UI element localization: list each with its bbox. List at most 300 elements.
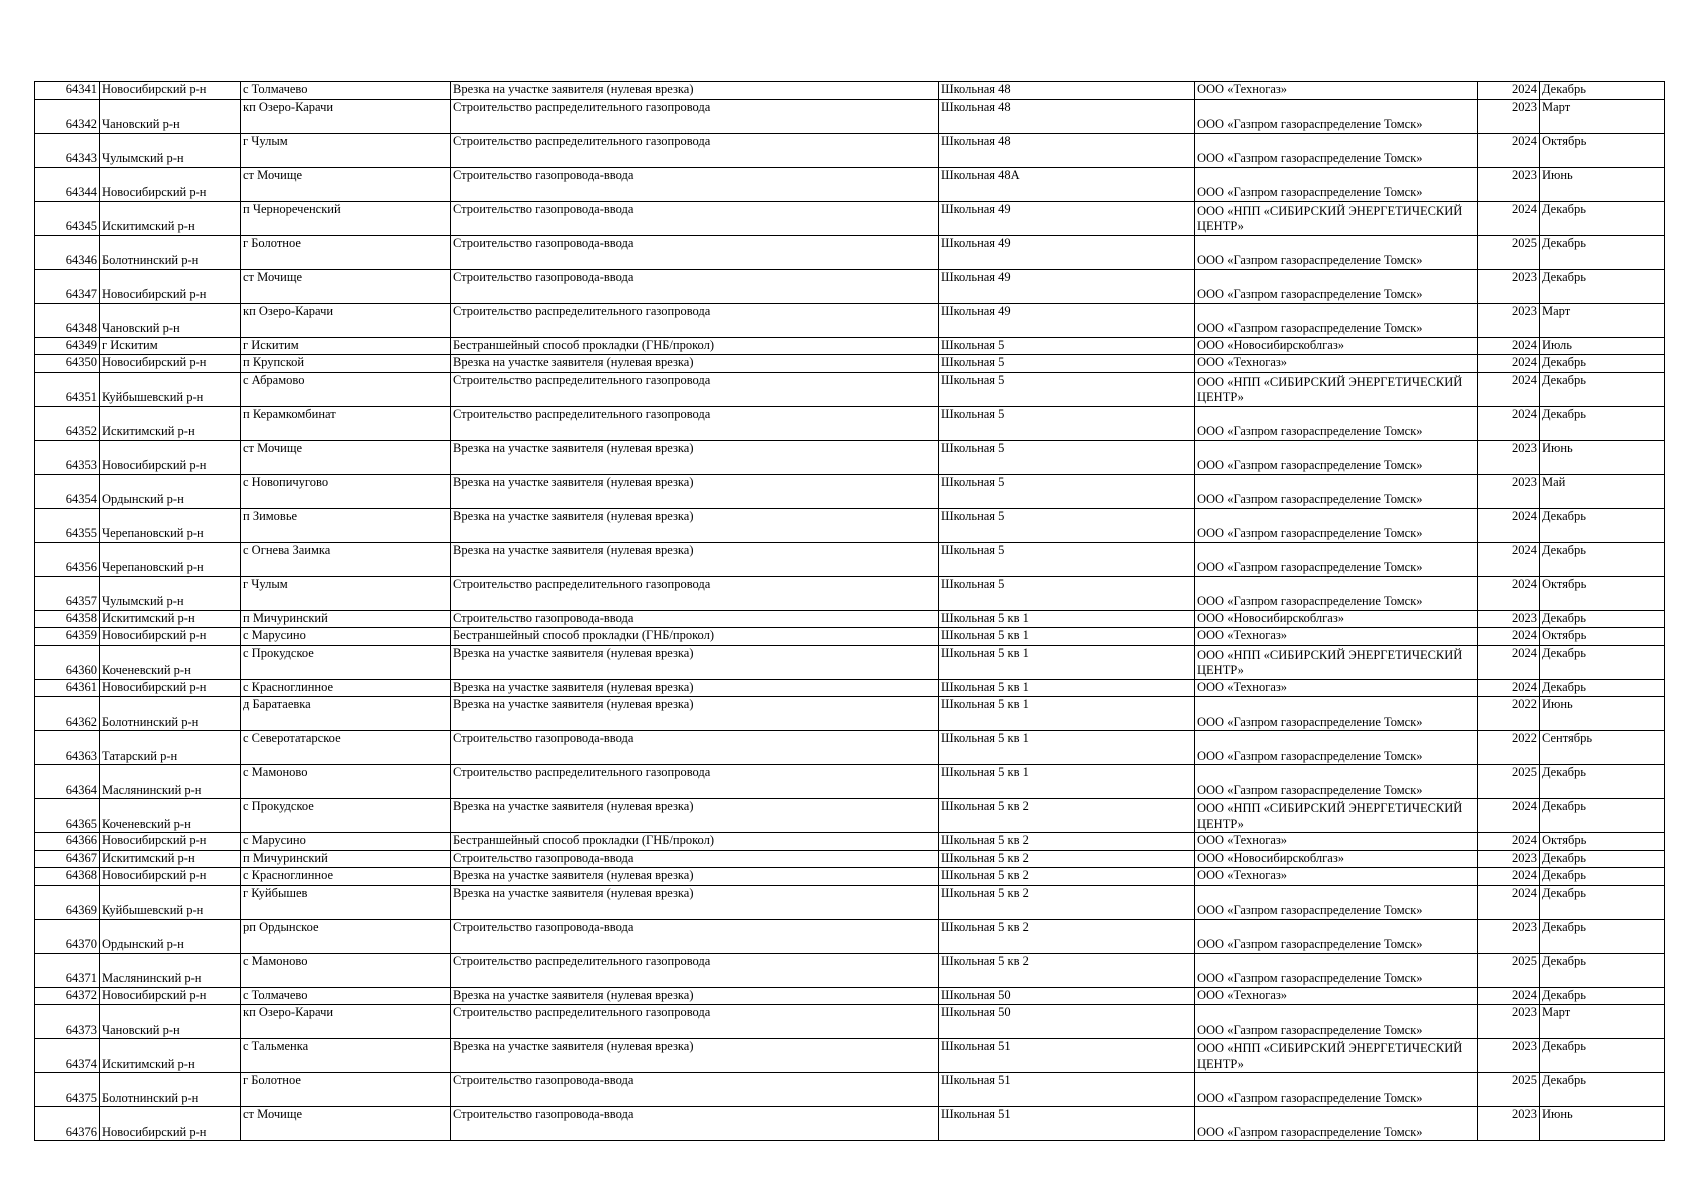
month-cell: Декабрь [1540,953,1665,987]
year-cell: 2023 [1478,919,1540,953]
address-cell: Школьная 49 [939,235,1195,269]
district-cell: Искитимский р-н [100,610,241,628]
locality-cell: г Искитим [241,337,451,355]
organization-cell: ООО «Газпром газораспределение Томск» [1195,885,1478,919]
table-row [35,987,1665,1005]
organization-cell: ООО «Новосибирскоблгаз» [1195,610,1478,628]
work-type-cell: Врезка на участке заявителя (нулевая врезка) [451,440,939,474]
organization-cell: ООО «НПП «СИБИРСКИЙ ЭНЕРГЕТИЧЕСКИЙ ЦЕНТР» [1195,372,1478,406]
address-cell: Школьная 5 кв 2 [939,919,1195,953]
year-cell: 2024 [1478,406,1540,440]
locality-cell: д Баратаевка [241,697,451,731]
work-type-cell: Строительство газопровода-ввода [451,235,939,269]
district-cell: Маслянинский р-н [100,765,241,799]
table-row [35,337,1665,355]
work-type-cell: Строительство газопровода-ввода [451,269,939,303]
work-type-cell: Врезка на участке заявителя (нулевая врезка) [451,697,939,731]
row-number-cell: 64376 [35,1107,100,1141]
district-cell: Черепановский р-н [100,542,241,576]
row-number-cell: 64356 [35,542,100,576]
locality-cell: п Чернореченский [241,201,451,235]
month-cell: Май [1540,474,1665,508]
district-cell: Чулымский р-н [100,576,241,610]
month-cell: Декабрь [1540,1073,1665,1107]
organization-cell: ООО «Техногаз» [1195,628,1478,646]
work-type-cell: Строительство распределительного газопровода [451,133,939,167]
year-cell: 2024 [1478,337,1540,355]
row-number-cell: 64349 [35,337,100,355]
district-cell: Новосибирский р-н [100,167,241,201]
row-number-cell: 64358 [35,610,100,628]
year-cell: 2023 [1478,303,1540,337]
address-cell: Школьная 5 кв 1 [939,697,1195,731]
month-cell: Июнь [1540,697,1665,731]
work-type-cell: Строительство распределительного газопровода [451,576,939,610]
work-type-cell: Врезка на участке заявителя (нулевая врезка) [451,987,939,1005]
table-row [35,1005,1665,1039]
organization-cell: ООО «Газпром газораспределение Томск» [1195,406,1478,440]
organization-cell: ООО «Газпром газораспределение Томск» [1195,919,1478,953]
row-number-cell: 64363 [35,731,100,765]
year-cell: 2023 [1478,99,1540,133]
month-cell: Декабрь [1540,679,1665,697]
row-number-cell: 64366 [35,833,100,851]
year-cell: 2024 [1478,833,1540,851]
address-cell: Школьная 5 [939,355,1195,373]
month-cell: Декабрь [1540,508,1665,542]
row-number-cell: 64352 [35,406,100,440]
month-cell: Декабрь [1540,610,1665,628]
address-cell: Школьная 50 [939,1005,1195,1039]
address-cell: Школьная 51 [939,1073,1195,1107]
work-type-cell: Строительство газопровода-ввода [451,850,939,868]
address-cell: Школьная 5 кв 2 [939,953,1195,987]
month-cell: Декабрь [1540,355,1665,373]
month-cell: Март [1540,1005,1665,1039]
address-cell: Школьная 5 [939,372,1195,406]
row-number-cell: 64355 [35,508,100,542]
month-cell: Декабрь [1540,235,1665,269]
organization-cell: ООО «Техногаз» [1195,987,1478,1005]
row-number-cell: 64367 [35,850,100,868]
organization-cell: ООО «Газпром газораспределение Томск» [1195,731,1478,765]
locality-cell: с Новопичугово [241,474,451,508]
address-cell: Школьная 48 [939,82,1195,100]
district-cell: Искитимский р-н [100,406,241,440]
year-cell: 2024 [1478,868,1540,886]
locality-cell: г Куйбышев [241,885,451,919]
year-cell: 2023 [1478,1107,1540,1141]
district-cell: Болотнинский р-н [100,235,241,269]
row-number-cell: 64370 [35,919,100,953]
year-cell: 2025 [1478,953,1540,987]
work-type-cell: Строительство распределительного газопровода [451,1005,939,1039]
district-cell: Болотнинский р-н [100,697,241,731]
year-cell: 2024 [1478,799,1540,833]
table-body [35,82,1665,1141]
district-cell: Ордынский р-н [100,474,241,508]
month-cell: Июнь [1540,1107,1665,1141]
month-cell: Июнь [1540,167,1665,201]
table-row [35,731,1665,765]
month-cell: Март [1540,99,1665,133]
table-row [35,628,1665,646]
work-type-cell: Бестраншейный способ прокладки (ГНБ/прокол) [451,337,939,355]
locality-cell: п Зимовье [241,508,451,542]
year-cell: 2024 [1478,82,1540,100]
district-cell: Новосибирский р-н [100,1107,241,1141]
address-cell: Школьная 5 [939,542,1195,576]
month-cell: Декабрь [1540,542,1665,576]
row-number-cell: 64369 [35,885,100,919]
row-number-cell: 64348 [35,303,100,337]
work-type-cell: Врезка на участке заявителя (нулевая врезка) [451,799,939,833]
year-cell: 2024 [1478,355,1540,373]
year-cell: 2024 [1478,201,1540,235]
table-row [35,82,1665,100]
year-cell: 2023 [1478,1005,1540,1039]
table-row [35,850,1665,868]
work-type-cell: Строительство газопровода-ввода [451,1073,939,1107]
locality-cell: с Красноглинное [241,868,451,886]
address-cell: Школьная 5 [939,576,1195,610]
address-cell: Школьная 51 [939,1107,1195,1141]
month-cell: Октябрь [1540,133,1665,167]
table-row [35,167,1665,201]
locality-cell: с Марусино [241,833,451,851]
locality-cell: г Болотное [241,1073,451,1107]
work-type-cell: Строительство распределительного газопровода [451,765,939,799]
table-row [35,440,1665,474]
organization-cell: ООО «Газпром газораспределение Томск» [1195,1107,1478,1141]
work-type-cell: Строительство газопровода-ввода [451,1107,939,1141]
work-type-cell: Врезка на участке заявителя (нулевая врезка) [451,82,939,100]
month-cell: Июнь [1540,440,1665,474]
locality-cell: ст Мочище [241,1107,451,1141]
locality-cell: п Керамкомбинат [241,406,451,440]
organization-cell: ООО «Газпром газораспределение Томск» [1195,697,1478,731]
table-row [35,799,1665,833]
district-cell: Чановский р-н [100,1005,241,1039]
district-cell: Коченевский р-н [100,645,241,679]
address-cell: Школьная 5 кв 1 [939,610,1195,628]
district-cell: Маслянинский р-н [100,953,241,987]
month-cell: Декабрь [1540,765,1665,799]
address-cell: Школьная 5 кв 1 [939,645,1195,679]
month-cell: Декабрь [1540,919,1665,953]
work-type-cell: Бестраншейный способ прокладки (ГНБ/прокол) [451,628,939,646]
row-number-cell: 64341 [35,82,100,100]
month-cell: Декабрь [1540,201,1665,235]
year-cell: 2024 [1478,372,1540,406]
district-cell: Чулымский р-н [100,133,241,167]
district-cell: Чановский р-н [100,99,241,133]
table-row [35,235,1665,269]
row-number-cell: 64372 [35,987,100,1005]
row-number-cell: 64353 [35,440,100,474]
row-number-cell: 64365 [35,799,100,833]
locality-cell: п Крупской [241,355,451,373]
district-cell: Новосибирский р-н [100,987,241,1005]
locality-cell: с Прокудское [241,645,451,679]
district-cell: Болотнинский р-н [100,1073,241,1107]
row-number-cell: 64375 [35,1073,100,1107]
district-cell: Новосибирский р-н [100,82,241,100]
organization-cell: ООО «Техногаз» [1195,679,1478,697]
organization-cell: ООО «Новосибирскоблгаз» [1195,337,1478,355]
organization-cell: ООО «НПП «СИБИРСКИЙ ЭНЕРГЕТИЧЕСКИЙ ЦЕНТР» [1195,799,1478,833]
table-row [35,508,1665,542]
organization-cell: ООО «Газпром газораспределение Томск» [1195,99,1478,133]
organization-cell: ООО «Газпром газораспределение Томск» [1195,508,1478,542]
district-cell: Новосибирский р-н [100,868,241,886]
month-cell: Декабрь [1540,799,1665,833]
district-cell: Новосибирский р-н [100,628,241,646]
year-cell: 2024 [1478,628,1540,646]
month-cell: Декабрь [1540,987,1665,1005]
address-cell: Школьная 5 кв 2 [939,868,1195,886]
organization-cell: ООО «Газпром газораспределение Томск» [1195,235,1478,269]
locality-cell: г Чулым [241,133,451,167]
year-cell: 2023 [1478,269,1540,303]
table-row [35,885,1665,919]
locality-cell: с Марусино [241,628,451,646]
month-cell: Октябрь [1540,833,1665,851]
month-cell: Декабрь [1540,645,1665,679]
work-type-cell: Строительство распределительного газопровода [451,303,939,337]
work-type-cell: Строительство газопровода-ввода [451,731,939,765]
district-cell: Черепановский р-н [100,508,241,542]
table-row [35,953,1665,987]
address-cell: Школьная 50 [939,987,1195,1005]
locality-cell: с Огнева Заимка [241,542,451,576]
table-row [35,474,1665,508]
table-row [35,99,1665,133]
row-number-cell: 64359 [35,628,100,646]
address-cell: Школьная 5 кв 2 [939,799,1195,833]
table-row [35,1039,1665,1073]
row-number-cell: 64360 [35,645,100,679]
month-cell: Декабрь [1540,850,1665,868]
year-cell: 2022 [1478,697,1540,731]
district-cell: Новосибирский р-н [100,833,241,851]
month-cell: Октябрь [1540,628,1665,646]
table-row [35,406,1665,440]
month-cell: Декабрь [1540,269,1665,303]
work-type-cell: Врезка на участке заявителя (нулевая врезка) [451,1039,939,1073]
address-cell: Школьная 51 [939,1039,1195,1073]
locality-cell: рп Ордынское [241,919,451,953]
address-cell: Школьная 5 кв 2 [939,833,1195,851]
year-cell: 2025 [1478,765,1540,799]
district-cell: Новосибирский р-н [100,679,241,697]
work-type-cell: Строительство газопровода-ввода [451,167,939,201]
year-cell: 2023 [1478,610,1540,628]
address-cell: Школьная 48А [939,167,1195,201]
work-type-cell: Строительство распределительного газопровода [451,372,939,406]
row-number-cell: 64362 [35,697,100,731]
organization-cell: ООО «Газпром газораспределение Томск» [1195,576,1478,610]
organization-cell: ООО «Техногаз» [1195,868,1478,886]
work-type-cell: Врезка на участке заявителя (нулевая врезка) [451,355,939,373]
locality-cell: кп Озеро-Карачи [241,1005,451,1039]
organization-cell: ООО «Техногаз» [1195,833,1478,851]
locality-cell: ст Мочище [241,167,451,201]
year-cell: 2024 [1478,133,1540,167]
row-number-cell: 64354 [35,474,100,508]
table-row [35,542,1665,576]
district-cell: г Искитим [100,337,241,355]
locality-cell: кп Озеро-Карачи [241,99,451,133]
year-cell: 2024 [1478,508,1540,542]
district-cell: Ордынский р-н [100,919,241,953]
organization-cell: ООО «Газпром газораспределение Томск» [1195,269,1478,303]
organization-cell: ООО «Техногаз» [1195,82,1478,100]
row-number-cell: 64344 [35,167,100,201]
year-cell: 2023 [1478,850,1540,868]
table-row [35,576,1665,610]
work-type-cell: Врезка на участке заявителя (нулевая врезка) [451,508,939,542]
address-cell: Школьная 5 [939,440,1195,474]
table-row [35,1073,1665,1107]
row-number-cell: 64374 [35,1039,100,1073]
work-type-cell: Бестраншейный способ прокладки (ГНБ/прокол) [451,833,939,851]
work-type-cell: Врезка на участке заявителя (нулевая врезка) [451,645,939,679]
address-cell: Школьная 48 [939,99,1195,133]
organization-cell: ООО «Техногаз» [1195,355,1478,373]
table-row [35,303,1665,337]
district-cell: Новосибирский р-н [100,355,241,373]
address-cell: Школьная 49 [939,303,1195,337]
row-number-cell: 64364 [35,765,100,799]
year-cell: 2024 [1478,542,1540,576]
year-cell: 2024 [1478,679,1540,697]
organization-cell: ООО «Газпром газораспределение Томск» [1195,474,1478,508]
row-number-cell: 64357 [35,576,100,610]
organization-cell: ООО «НПП «СИБИРСКИЙ ЭНЕРГЕТИЧЕСКИЙ ЦЕНТР» [1195,645,1478,679]
document-page [34,81,1664,1141]
month-cell: Сентябрь [1540,731,1665,765]
table-row [35,372,1665,406]
address-cell: Школьная 5 кв 2 [939,885,1195,919]
locality-cell: с Северотатарское [241,731,451,765]
district-cell: Куйбышевский р-н [100,885,241,919]
locality-cell: г Чулым [241,576,451,610]
year-cell: 2023 [1478,474,1540,508]
address-cell: Школьная 5 кв 1 [939,731,1195,765]
district-cell: Чановский р-н [100,303,241,337]
month-cell: Декабрь [1540,885,1665,919]
address-cell: Школьная 49 [939,201,1195,235]
work-type-cell: Строительство распределительного газопровода [451,99,939,133]
row-number-cell: 64342 [35,99,100,133]
district-cell: Новосибирский р-н [100,440,241,474]
address-cell: Школьная 5 кв 1 [939,628,1195,646]
address-cell: Школьная 5 кв 1 [939,679,1195,697]
month-cell: Декабрь [1540,372,1665,406]
table-row [35,201,1665,235]
row-number-cell: 64343 [35,133,100,167]
year-cell: 2025 [1478,235,1540,269]
table-row [35,697,1665,731]
locality-cell: п Мичуринский [241,850,451,868]
row-number-cell: 64373 [35,1005,100,1039]
year-cell: 2023 [1478,440,1540,474]
year-cell: 2022 [1478,731,1540,765]
work-type-cell: Врезка на участке заявителя (нулевая врезка) [451,474,939,508]
organization-cell: ООО «Газпром газораспределение Томск» [1195,1073,1478,1107]
locality-cell: п Мичуринский [241,610,451,628]
row-number-cell: 64351 [35,372,100,406]
row-number-cell: 64345 [35,201,100,235]
table-row [35,269,1665,303]
locality-cell: с Красноглинное [241,679,451,697]
table-row [35,833,1665,851]
address-cell: Школьная 5 [939,406,1195,440]
organization-cell: ООО «Газпром газораспределение Томск» [1195,167,1478,201]
table-row [35,610,1665,628]
organization-cell: ООО «Газпром газораспределение Томск» [1195,542,1478,576]
organization-cell: ООО «Новосибирскоблгаз» [1195,850,1478,868]
work-type-cell: Строительство газопровода-ввода [451,919,939,953]
organization-cell: ООО «Газпром газораспределение Томск» [1195,765,1478,799]
locality-cell: с Тальменка [241,1039,451,1073]
organization-cell: ООО «Газпром газораспределение Томск» [1195,133,1478,167]
year-cell: 2024 [1478,576,1540,610]
table-row [35,679,1665,697]
locality-cell: с Толмачево [241,987,451,1005]
locality-cell: ст Мочище [241,269,451,303]
organization-cell: ООО «НПП «СИБИРСКИЙ ЭНЕРГЕТИЧЕСКИЙ ЦЕНТР» [1195,1039,1478,1073]
district-cell: Татарский р-н [100,731,241,765]
organization-cell: ООО «Газпром газораспределение Томск» [1195,953,1478,987]
district-cell: Искитимский р-н [100,201,241,235]
month-cell: Март [1540,303,1665,337]
organization-cell: ООО «НПП «СИБИРСКИЙ ЭНЕРГЕТИЧЕСКИЙ ЦЕНТР» [1195,201,1478,235]
work-type-cell: Строительство газопровода-ввода [451,610,939,628]
month-cell: Декабрь [1540,82,1665,100]
year-cell: 2024 [1478,987,1540,1005]
table-row [35,868,1665,886]
locality-cell: кп Озеро-Карачи [241,303,451,337]
district-cell: Коченевский р-н [100,799,241,833]
address-cell: Школьная 5 кв 2 [939,850,1195,868]
row-number-cell: 64350 [35,355,100,373]
row-number-cell: 64346 [35,235,100,269]
month-cell: Декабрь [1540,868,1665,886]
address-cell: Школьная 48 [939,133,1195,167]
organization-cell: ООО «Газпром газораспределение Томск» [1195,303,1478,337]
address-cell: Школьная 5 кв 1 [939,765,1195,799]
work-type-cell: Врезка на участке заявителя (нулевая врезка) [451,679,939,697]
table-row [35,645,1665,679]
work-type-cell: Врезка на участке заявителя (нулевая врезка) [451,542,939,576]
district-cell: Куйбышевский р-н [100,372,241,406]
address-cell: Школьная 5 [939,474,1195,508]
table-row [35,133,1665,167]
table-row [35,355,1665,373]
work-type-cell: Строительство газопровода-ввода [451,201,939,235]
row-number-cell: 64361 [35,679,100,697]
locality-cell: с Мамоново [241,953,451,987]
locality-cell: с Абрамово [241,372,451,406]
locality-cell: с Толмачево [241,82,451,100]
locality-cell: с Прокудское [241,799,451,833]
row-number-cell: 64347 [35,269,100,303]
year-cell: 2025 [1478,1073,1540,1107]
table-row [35,765,1665,799]
row-number-cell: 64371 [35,953,100,987]
